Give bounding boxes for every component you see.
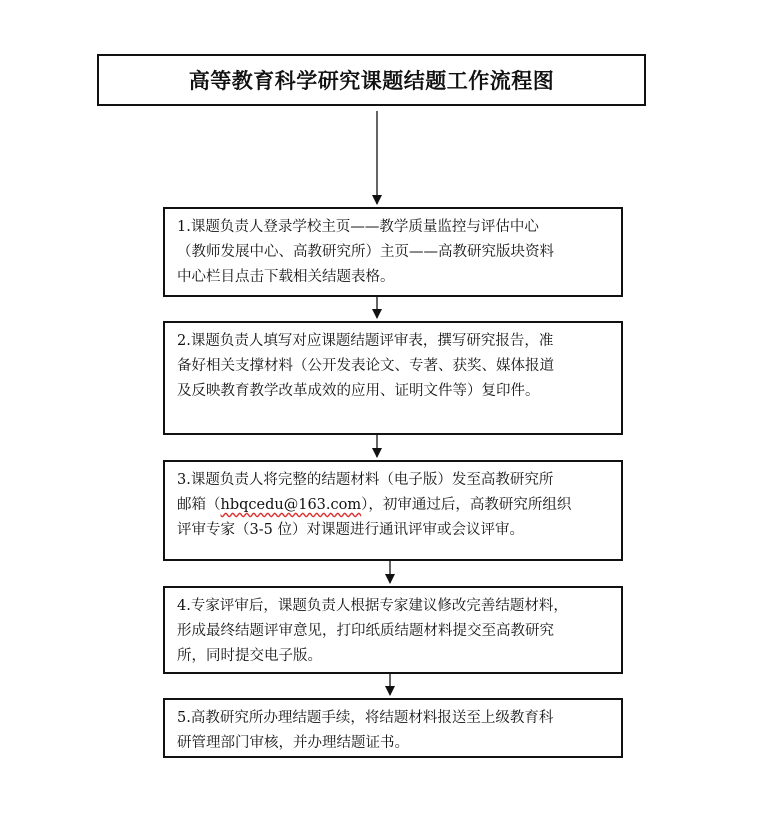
step-2-line-2: 备好相关支撑材料（公开发表论文、专著、获奖、媒体报道 (177, 358, 554, 374)
step-3-line-2 (177, 493, 611, 518)
step-5-line-2: 研管理部门审核，并办理结题证书。 (177, 735, 409, 751)
step-5-box (163, 698, 623, 758)
step-5-line-1: 5.高教研究所办理结题手续，将结题材料报送至上级教育科 (177, 710, 554, 726)
step-3-line-3: 评审专家（3-5 位）对课题进行通讯评审或会议评审。 (177, 522, 524, 538)
step-1-box (163, 207, 623, 297)
step-1-line-3: 中心栏目点击下载相关结题表格。 (177, 269, 395, 285)
step-4-line-3: 所，同时提交电子版。 (177, 648, 322, 664)
step-3-box (163, 460, 623, 561)
step-2-box (163, 321, 623, 435)
step-3-line-2-suffix: ），初审通过后，高教研究所组织 (361, 497, 572, 513)
email-address: hbqcedu@163.com (220, 497, 362, 513)
step-4-box (163, 586, 623, 674)
step-3-line-1: 3.课题负责人将完整的结题材料（电子版）发至高教研究所 (177, 472, 554, 488)
step-4-line-1: 4.专家评审后，课题负责人根据专家建议修改完善结题材料， (177, 598, 568, 614)
step-1-line-1: 1.课题负责人登录学校主页——教学质量监控与评估中心 (177, 219, 539, 235)
step-4-line-2: 形成最终结题评审意见，打印纸质结题材料提交至高教研究 (177, 623, 554, 639)
step-1-line-2: （教师发展中心、高教研究所）主页——高教研究版块资料 (177, 244, 554, 260)
step-3-line-2-prefix: 邮箱（ (177, 497, 221, 513)
step-2-line-1: 2.课题负责人填写对应课题结题评审表，撰写研究报告，准 (177, 333, 554, 349)
flowchart-title: 高等教育科学研究课题结题工作流程图 (188, 68, 555, 93)
step-2-line-3: 及反映教育教学改革成效的应用、证明文件等）复印件。 (177, 383, 540, 399)
